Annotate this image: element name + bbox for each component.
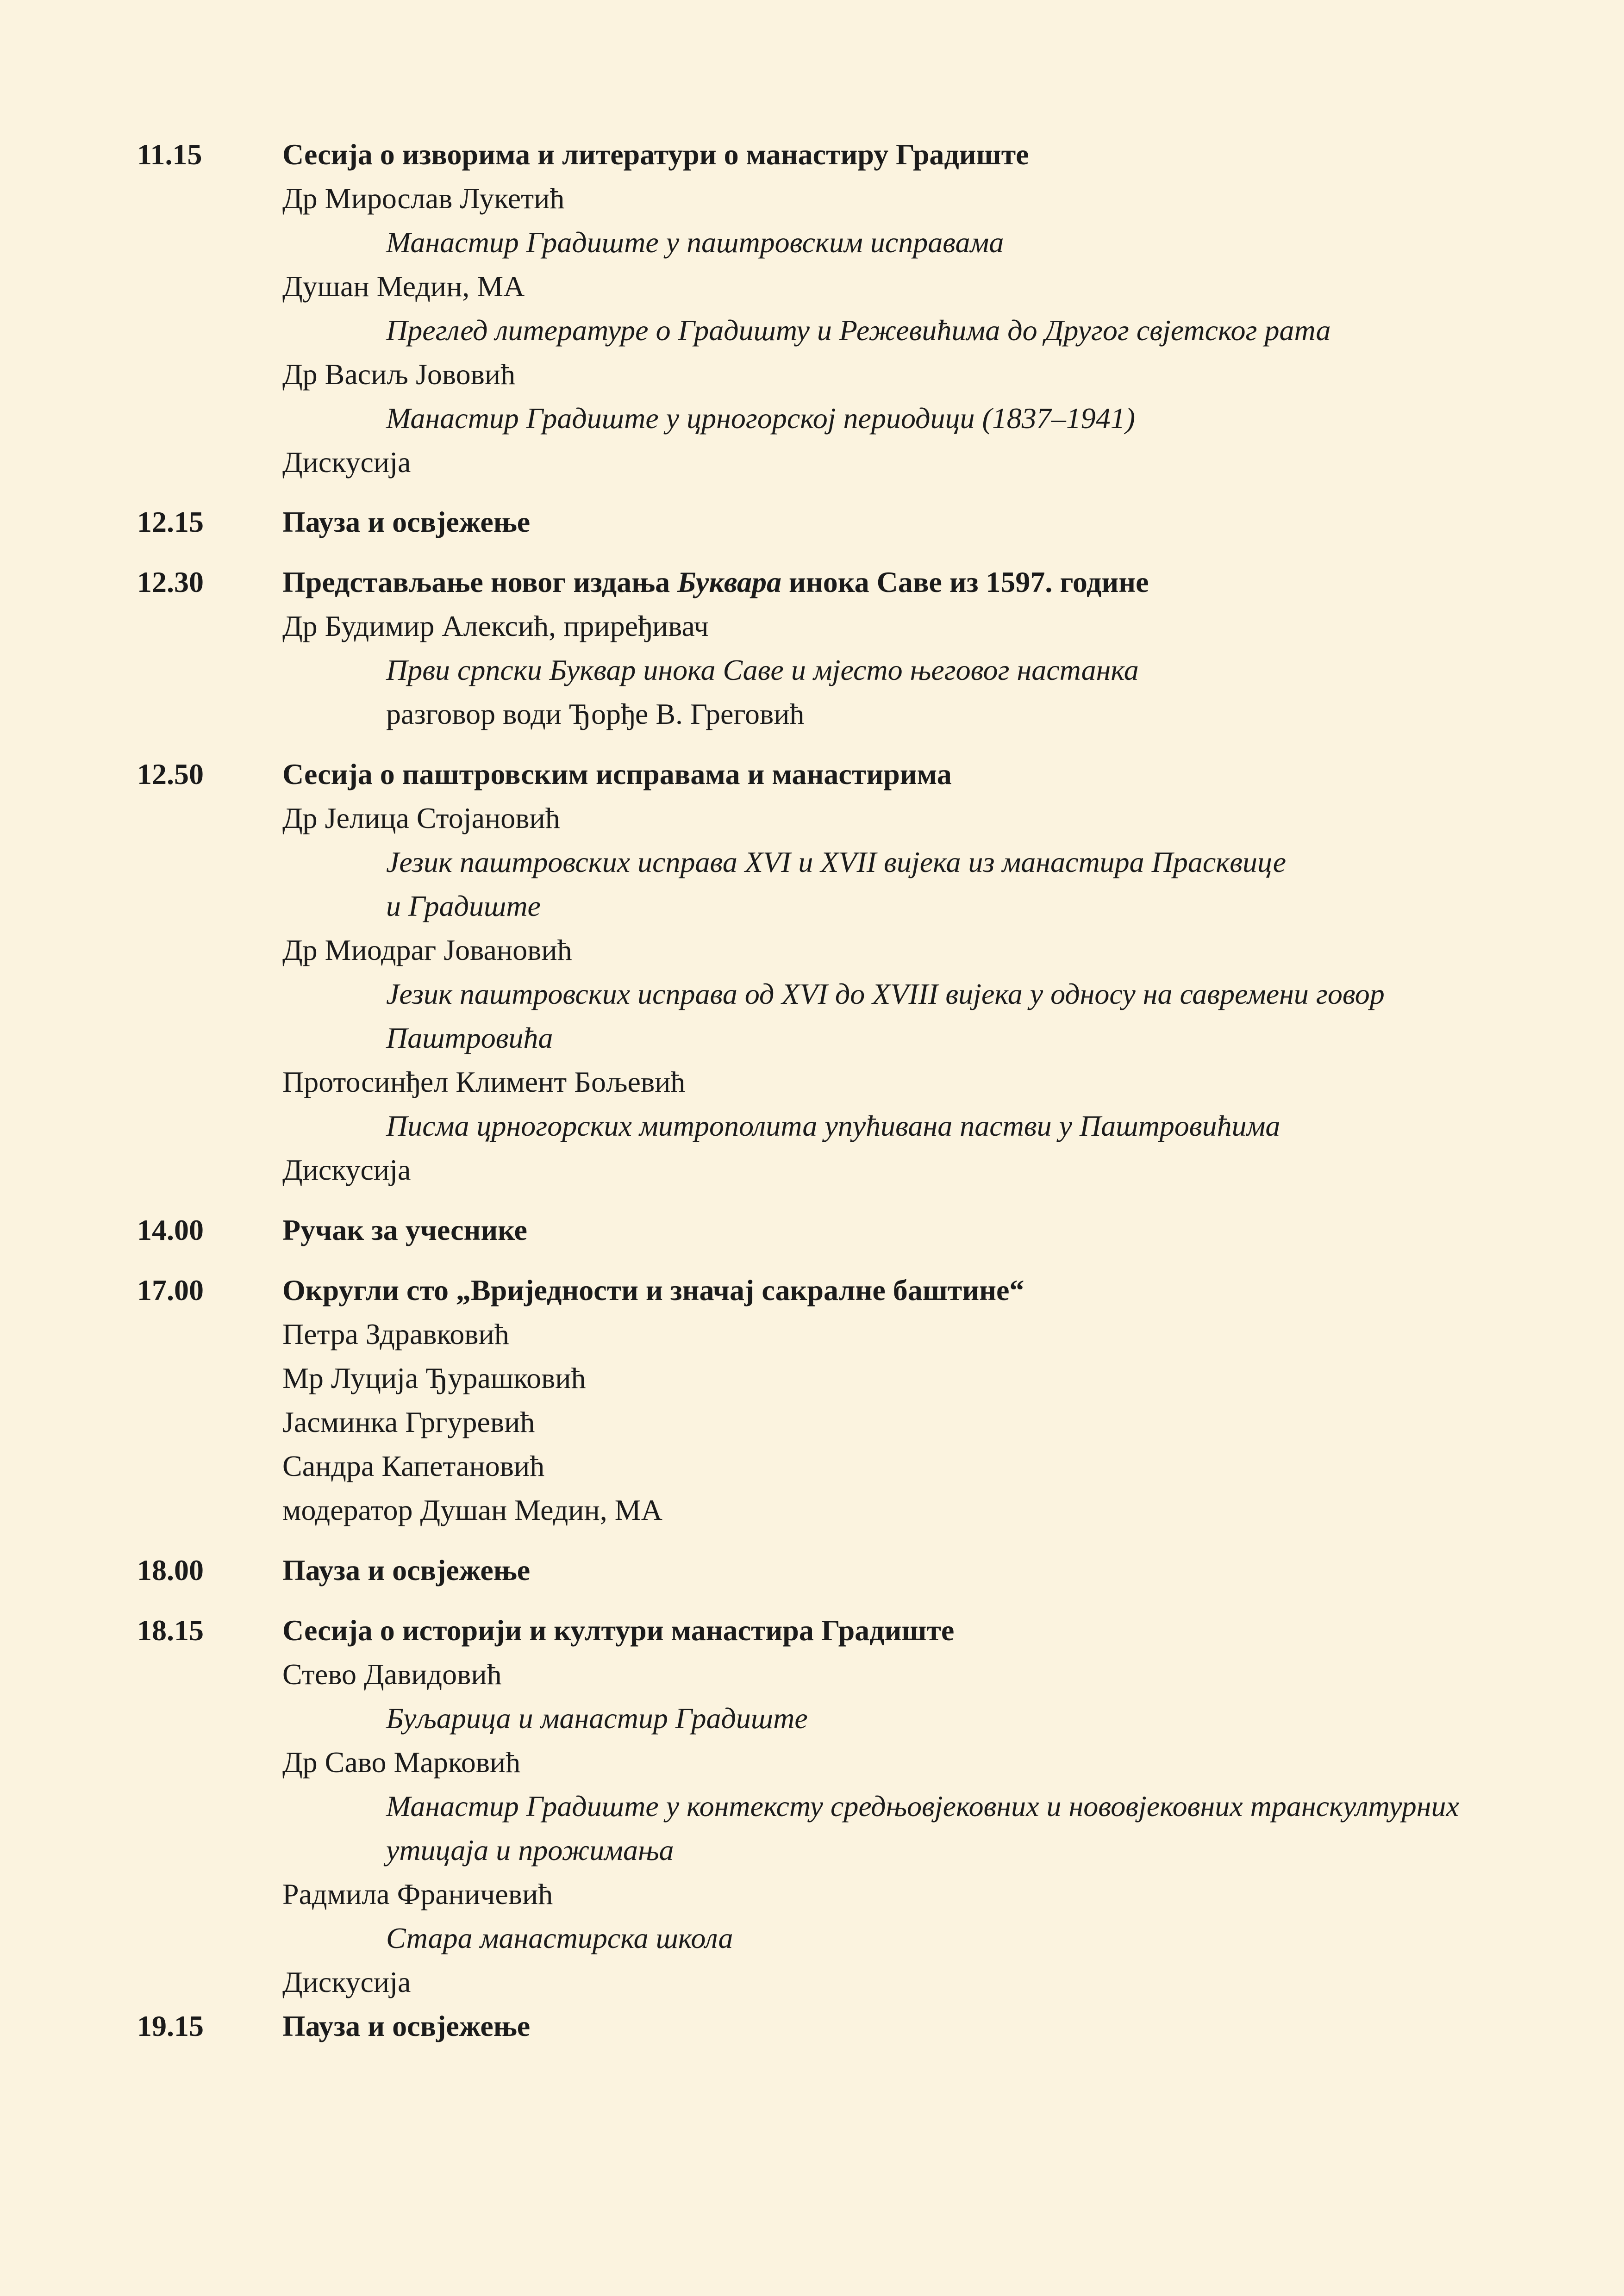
- session-time: 12.15: [137, 505, 204, 538]
- break-title: Пауза и освјежење: [282, 505, 531, 538]
- paper-title: Писма црногорских митрополита упућивана пастви у Паштровићима: [386, 1109, 1280, 1142]
- session-title: Сесија о паштровским исправама и манастирима: [282, 758, 952, 790]
- session-title: [282, 567, 1149, 597]
- paper-title: Манастир Градиште у црногорској периодици (1837–1941): [386, 402, 1136, 435]
- paper-title: Језик паштровских исправа XVI и XVII вијека из манастира Прасквице: [386, 846, 1286, 878]
- panelist-name: Мр Луција Ђурашковић: [282, 1362, 586, 1394]
- speaker-name: Др Мирослав Лукетић: [282, 182, 565, 215]
- discussion-label: Дискусија: [282, 1153, 411, 1186]
- paper-title-continued: и Градиште: [386, 890, 541, 922]
- session-title: Сесија о изворима и литератури о манастиру Градиште: [282, 138, 1029, 171]
- speaker-name: Др Саво Марковић: [282, 1746, 521, 1779]
- panelist-name: Сандра Капетановић: [282, 1450, 545, 1482]
- speaker-name: Душан Медин, МА: [282, 270, 525, 303]
- session-time: 12.30: [137, 566, 204, 598]
- paper-title: Буљарица и манастир Градиште: [386, 1702, 808, 1735]
- book-title: Буквара: [677, 566, 781, 598]
- session-time: 18.00: [137, 1554, 204, 1587]
- moderator-line: модератор Душан Медин, МА: [282, 1493, 662, 1526]
- paper-title: Манастир Градиште у паштровским исправама: [386, 226, 1004, 259]
- speaker-name: Др Васиљ Јововић: [282, 358, 516, 391]
- paper-title: Преглед литературе о Градишту и Режевићима до Другог свјетског рата: [386, 314, 1331, 347]
- break-title: Пауза и освјежење: [282, 1554, 531, 1587]
- speaker-name: Др Миодраг Јовановић: [282, 933, 572, 966]
- speaker-name: Др Јелица Стојановић: [282, 802, 560, 834]
- paper-title-continued: утицаја и прожимања: [386, 1834, 674, 1867]
- break-title: Ручак за учеснике: [282, 1213, 527, 1246]
- moderator-line: разговор води Ђорђе В. Греговић: [386, 697, 805, 730]
- panelist-name: Петра Здравковић: [282, 1318, 509, 1350]
- speaker-name: Протосинђел Климент Бољевић: [282, 1065, 686, 1098]
- paper-title: Манастир Градиште у контексту средњовјековних и нововјековних транскултурних: [386, 1790, 1459, 1823]
- paper-title: Стара манастирска школа: [386, 1922, 733, 1954]
- paper-title: Језик паштровских исправа од XVI до XVIII вијека у односу на савремени говор: [386, 977, 1385, 1010]
- paper-title-continued: Паштровића: [386, 1021, 553, 1054]
- session-title: Округли сто „Вриједности и значај сакралне баштине“: [282, 1274, 1024, 1307]
- session-time: 17.00: [137, 1274, 204, 1307]
- speaker-name: Стево Давидовић: [282, 1658, 502, 1691]
- session-time: 12.50: [137, 758, 204, 790]
- paper-title: Први српски Буквар инока Саве и мјесто његовог настанка: [386, 653, 1139, 686]
- panelist-name: Јасминка Гргуревић: [282, 1406, 535, 1438]
- discussion-label: Дискусија: [282, 446, 411, 479]
- session-time: 11.15: [137, 138, 202, 171]
- speaker-name: Др Будимир Алексић, приређивач: [282, 610, 709, 642]
- session-title-part: инока Саве из 1597. године: [781, 566, 1149, 598]
- session-title-part: Представљање новог издања: [282, 566, 678, 598]
- discussion-label: Дискусија: [282, 1966, 411, 1998]
- break-title: Пауза и освјежење: [282, 2010, 531, 2042]
- speaker-name: Радмила Франичевић: [282, 1878, 553, 1910]
- session-time: 14.00: [137, 1213, 204, 1246]
- session-time: 18.15: [137, 1614, 204, 1647]
- session-time: 19.15: [137, 2010, 204, 2042]
- session-title: Сесија о историји и култури манастира Градиште: [282, 1614, 955, 1647]
